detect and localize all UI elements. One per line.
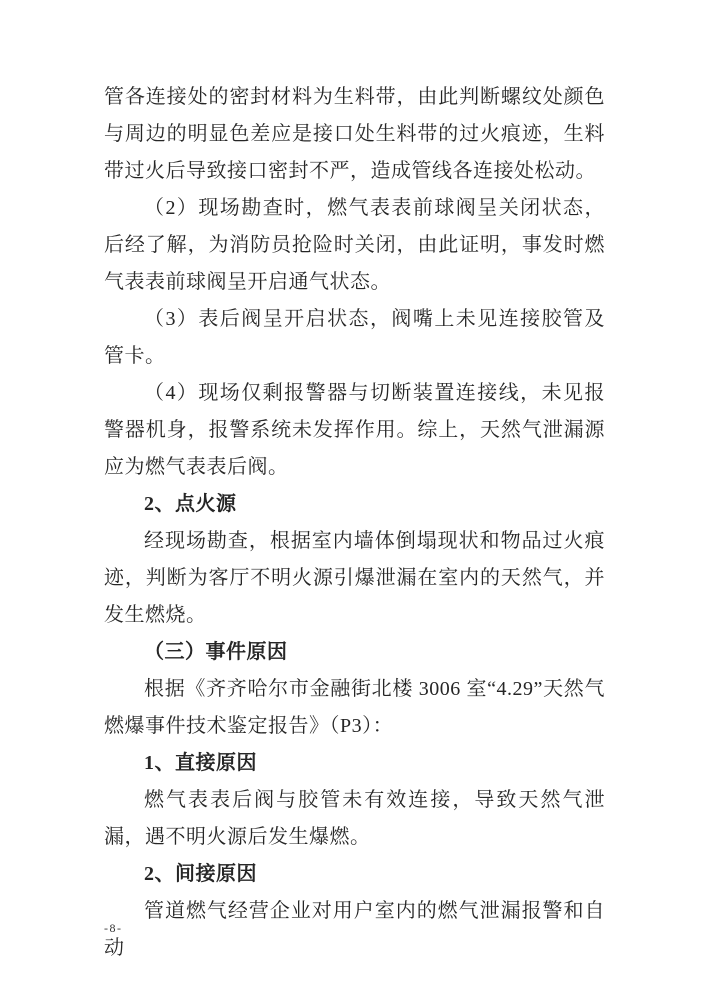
body-paragraph: （4）现场仅剩报警器与切断装置连接线，未见报警器机身，报警系统未发挥作用。综上，天然气泄漏源应为燃气表表后阀。 (104, 382, 605, 478)
body-paragraph: （2）现场勘查时，燃气表表前球阀呈关闭状态，后经了解，为消防员抢险时关闭，由此证明，事发时燃气表表前球阀呈开启通气状态。 (104, 197, 605, 293)
section-heading: 2、间接原因 (144, 863, 257, 885)
page-number: -8- (104, 921, 123, 935)
document-body (104, 79, 605, 967)
body-paragraph: （3）表后阀呈开启状态，阀嘴上未见连接胶管及管卡。 (104, 308, 605, 367)
body-paragraph: 燃气表表后阀与胶管未有效连接，导致天然气泄漏，遇不明火源后发生爆燃。 (104, 789, 605, 848)
section-heading: 2、点火源 (144, 493, 237, 515)
body-paragraph: 经现场勘查，根据室内墙体倒塌现状和物品过火痕迹，判断为客厅不明火源引爆泄漏在室内的天然气，并发生燃烧。 (104, 530, 605, 626)
body-paragraph: 管道燃气经营企业对用户室内的燃气泄漏报警和自动 (104, 900, 605, 959)
body-paragraph: 根据《齐齐哈尔市金融街北楼 3006 室“4.29”天然气燃爆事件技术鉴定报告》（P3）： (104, 678, 605, 737)
body-paragraph: 管各连接处的密封材料为生料带，由此判断螺纹处颜色与周边的明显色差应是接口处生料带的过火痕迹，生料带过火后导致接口密封不严，造成管线各连接处松动。 (104, 86, 605, 182)
section-heading: （三）事件原因 (144, 641, 288, 663)
section-heading: 1、直接原因 (144, 752, 257, 774)
